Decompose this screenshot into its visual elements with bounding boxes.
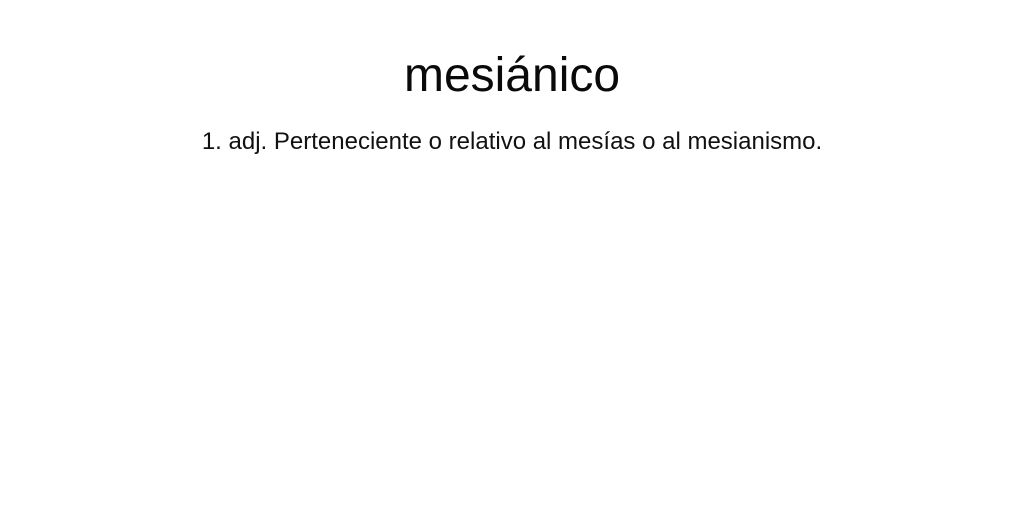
definition-text: Perteneciente o relativo al mesías o al mesianismo. bbox=[273, 128, 823, 155]
definition-list bbox=[0, 104, 1024, 158]
headword: mesiánico bbox=[403, 49, 621, 102]
definition-number: 1. bbox=[201, 128, 222, 155]
grammar-abbreviation: adj. bbox=[228, 128, 268, 155]
definition-item bbox=[0, 126, 1024, 158]
dictionary-entry bbox=[0, 0, 1024, 158]
